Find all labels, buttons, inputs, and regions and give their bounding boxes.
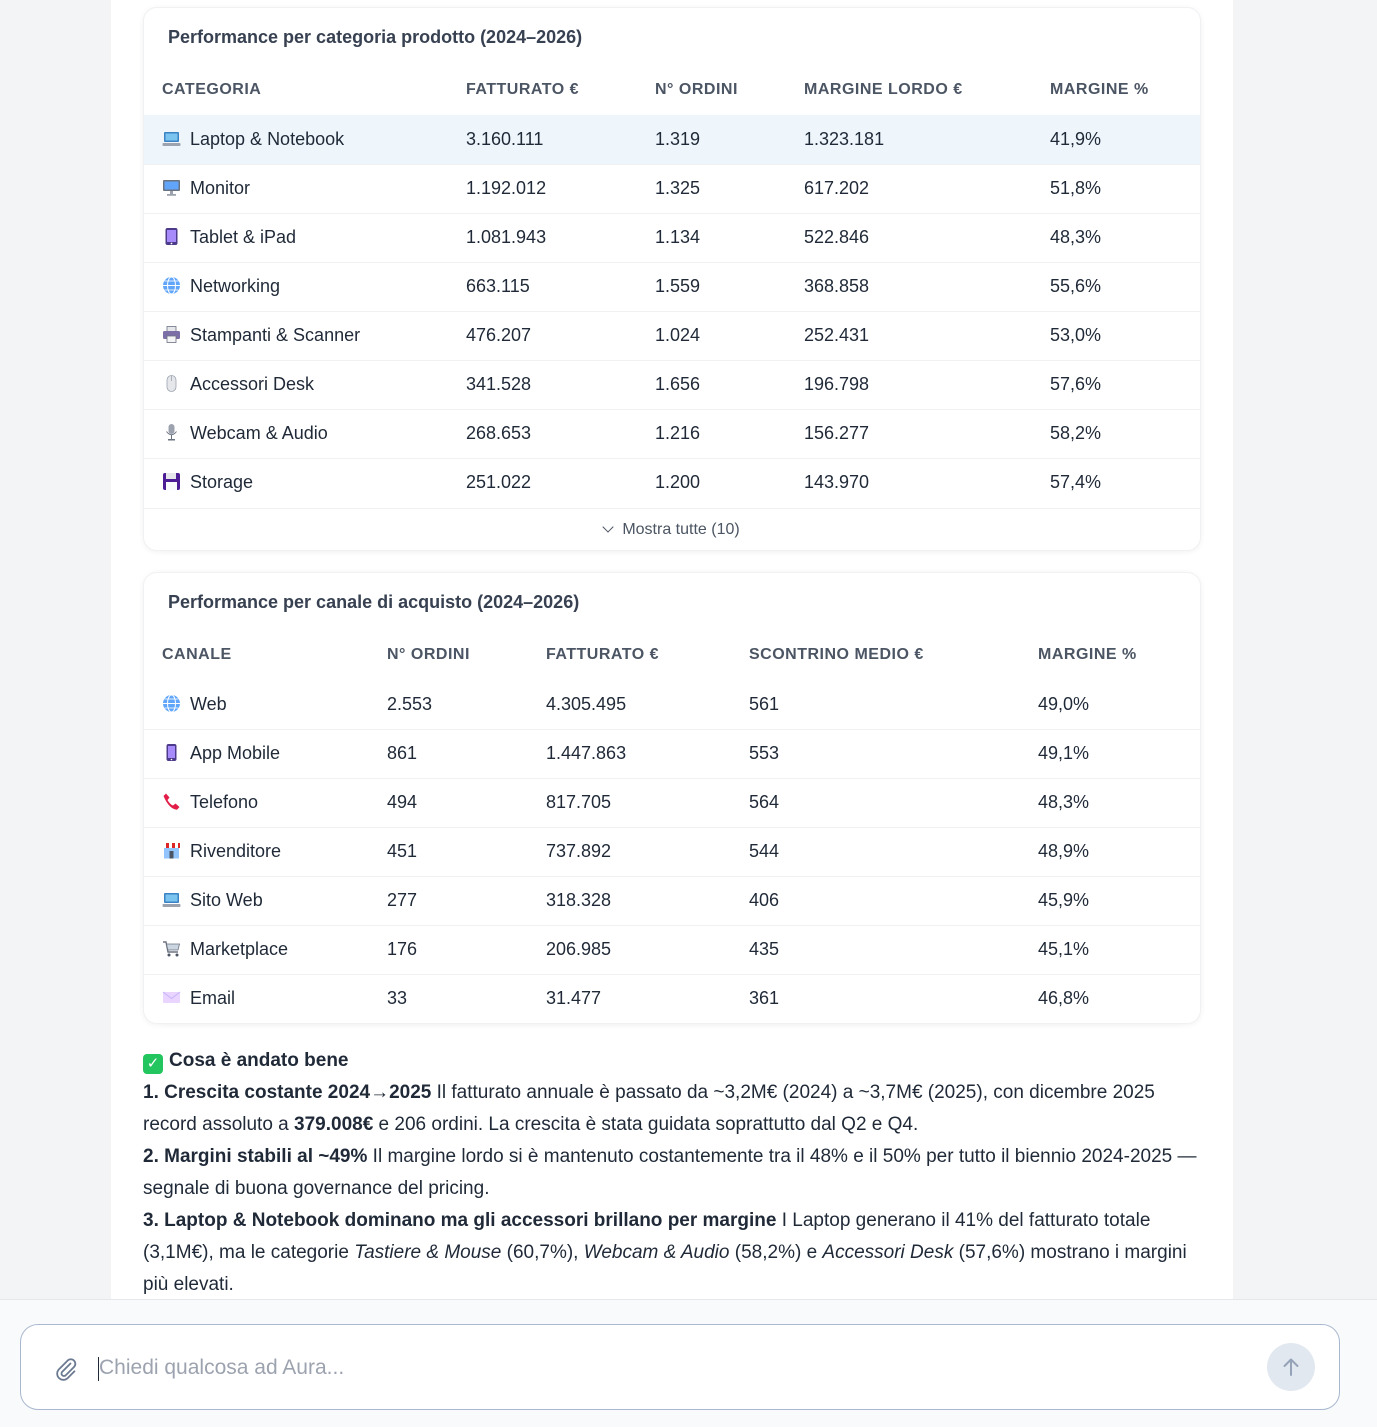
point-text: Il margine lordo si è mantenuto costantemente tra il 48% e il 50% per tutto il biennio 2024-2025 — segnale di buona governance del pricing.: [143, 1146, 1197, 1199]
point-title: 2. Margini stabili al ~49%: [143, 1146, 368, 1167]
category-table: [144, 65, 1200, 507]
table-row[interactable]: [144, 409, 1200, 458]
table-cell: 318.328: [528, 876, 731, 925]
table-cell: 861: [369, 729, 528, 778]
table-cell: 737.892: [528, 827, 731, 876]
show-all-button[interactable]: [144, 508, 1200, 551]
category-name: Monitor: [190, 178, 251, 198]
point-text: (58,2%) e: [729, 1242, 823, 1263]
category-name: Laptop & Notebook: [190, 128, 345, 149]
channel-table-title: Performance per canale di acquisto (2024–2026): [168, 592, 580, 612]
table-cell: 53,0%: [1032, 311, 1200, 360]
check-mark-icon: ✓: [143, 1054, 163, 1074]
table-cell: 4.305.495: [546, 693, 627, 714]
point-emphasis: Webcam & Audio: [583, 1242, 730, 1263]
column-header[interactable]: MARGINE %: [1050, 81, 1149, 98]
table-cell: 55,6%: [1032, 262, 1200, 311]
table-row[interactable]: [144, 827, 1200, 876]
chevron-down-icon: [603, 521, 614, 532]
table-cell: 494: [369, 778, 528, 827]
table-cell: 544: [731, 827, 1020, 876]
point-title: 3. Laptop & Notebook dominano ma gli accessori brillano per margine: [143, 1210, 777, 1231]
table-cell: 48,3%: [1032, 213, 1200, 262]
table-cell: 368.858: [786, 262, 1032, 311]
table-cell: 1.081.943: [448, 213, 637, 262]
point-text: I Laptop generano il 41% del fatturato totale (3,1M€), ma le categorie: [143, 1210, 1151, 1263]
tablet-icon: [162, 227, 181, 246]
table-cell: 451: [369, 827, 528, 876]
table-row[interactable]: [144, 458, 1200, 507]
column-header[interactable]: N° ORDINI: [387, 646, 470, 663]
summary-point-3: [143, 1205, 1203, 1299]
show-all-label: Mostra tutte (10): [622, 521, 740, 538]
table-cell: 361: [731, 974, 1020, 1023]
category-name: Storage: [190, 472, 254, 493]
send-button[interactable]: [1267, 1343, 1315, 1391]
table-cell: 564: [731, 778, 1020, 827]
column-header[interactable]: SCONTRINO MEDIO €: [749, 646, 924, 663]
table-row[interactable]: [144, 311, 1200, 360]
summary-text: [143, 1045, 1203, 1299]
table-row[interactable]: [144, 680, 1200, 729]
table-cell: 268.653: [448, 409, 637, 458]
category-name: Tablet & iPad: [190, 227, 297, 247]
table-cell: 1.323.181: [786, 115, 1032, 164]
chat-message-area: [111, 0, 1233, 1299]
floppy-disk-icon: [162, 472, 181, 491]
laptop-icon: [162, 890, 181, 909]
table-cell: 1.134: [637, 213, 786, 262]
column-header[interactable]: N° ORDINI: [655, 81, 738, 98]
table-cell: 277: [369, 876, 528, 925]
channel-performance-card: [143, 572, 1201, 1024]
point-emphasis: Accessori Desk: [822, 1242, 954, 1263]
channel-table: [144, 630, 1200, 1023]
mouse-icon: [162, 374, 181, 393]
composer-bar: [0, 1299, 1377, 1427]
table-cell: 196.798: [786, 360, 1032, 409]
table-row[interactable]: [144, 213, 1200, 262]
paperclip-icon[interactable]: [54, 1357, 78, 1381]
table-cell: 663.115: [448, 262, 637, 311]
globe-icon: [162, 694, 181, 713]
telephone-icon: [162, 792, 181, 811]
table-row[interactable]: [144, 729, 1200, 778]
table-row[interactable]: [144, 876, 1200, 925]
table-row[interactable]: [144, 360, 1200, 409]
column-header[interactable]: FATTURATO €: [466, 81, 580, 98]
table-cell: 2.553: [387, 693, 433, 714]
category-table-title: Performance per categoria prodotto (2024–2026): [168, 27, 583, 47]
table-cell: 1.656: [637, 360, 786, 409]
table-cell: 522.846: [786, 213, 1032, 262]
table-cell: 561: [749, 693, 780, 714]
store-icon: [162, 841, 181, 860]
laptop-icon: [162, 129, 181, 148]
channel-name: App Mobile: [190, 743, 281, 763]
table-row[interactable]: [144, 164, 1200, 213]
table-cell: 1.192.012: [448, 164, 637, 213]
channel-name: Telefono: [190, 792, 259, 812]
table-cell: 49,1%: [1020, 729, 1200, 778]
table-cell: 3.160.111: [448, 115, 637, 164]
table-cell: 48,3%: [1020, 778, 1200, 827]
channel-name: Web: [190, 693, 227, 714]
table-cell: 553: [731, 729, 1020, 778]
category-name: Accessori Desk: [190, 374, 315, 394]
table-cell: 49,0%: [1038, 693, 1090, 714]
column-header[interactable]: MARGINE LORDO €: [804, 81, 963, 98]
table-cell: 57,6%: [1032, 360, 1200, 409]
table-cell: 57,4%: [1032, 458, 1200, 507]
channel-name: Rivenditore: [190, 841, 282, 861]
microphone-icon: [162, 423, 181, 442]
table-row[interactable]: [144, 925, 1200, 974]
table-cell: 206.985: [528, 925, 731, 974]
table-cell: 435: [731, 925, 1020, 974]
table-cell: 45,1%: [1020, 925, 1200, 974]
channel-name: Email: [190, 988, 236, 1009]
summary-point-1: [143, 1077, 1203, 1141]
column-header[interactable]: MARGINE %: [1038, 646, 1137, 663]
point-highlight: 379.008€: [294, 1114, 374, 1135]
table-cell: 252.431: [786, 311, 1032, 360]
table-row[interactable]: [144, 262, 1200, 311]
table-cell: 617.202: [786, 164, 1032, 213]
table-cell: 1.024: [637, 311, 786, 360]
column-header[interactable]: CANALE: [162, 646, 232, 663]
table-cell: 1.216: [637, 409, 786, 458]
table-cell: 1.200: [637, 458, 786, 507]
table-cell: 31.477: [528, 974, 731, 1023]
table-cell: 176: [369, 925, 528, 974]
table-cell: 1.325: [637, 164, 786, 213]
chat-input-placeholder[interactable]: Chiedi qualcosa ad Aura...: [99, 1356, 345, 1379]
table-cell: 45,9%: [1020, 876, 1200, 925]
envelope-icon: [162, 988, 181, 1007]
point-text: (60,7%),: [501, 1242, 584, 1263]
category-name: Webcam & Audio: [190, 423, 328, 443]
chat-input-box[interactable]: [20, 1324, 1340, 1410]
point-emphasis: Tastiere & Mouse: [354, 1242, 502, 1263]
channel-name: Sito Web: [190, 890, 263, 910]
mobile-phone-icon: [162, 743, 181, 762]
table-cell: 58,2%: [1032, 409, 1200, 458]
point-text: e 206 ordini. La crescita è stata guidata soprattutto dal Q2 e Q4.: [373, 1114, 919, 1135]
table-cell: 33: [369, 974, 528, 1023]
summary-heading-label: Cosa è andato bene: [169, 1050, 349, 1071]
table-cell: 156.277: [786, 409, 1032, 458]
point-text: Il fatturato annuale è passato da ~3,2M€ (2024) a ~3,7M€ (2025), con dicembre 2025 record assoluto a: [143, 1082, 1155, 1135]
point-text: (57,6%) mostrano i margini più elevati.: [143, 1242, 1187, 1295]
globe-icon: [162, 276, 181, 295]
monitor-icon: [162, 178, 181, 197]
table-row[interactable]: [144, 974, 1200, 1023]
table-cell: 341.528: [448, 360, 637, 409]
table-cell: 817.705: [528, 778, 731, 827]
column-header[interactable]: CATEGORIA: [162, 81, 262, 98]
shopping-cart-icon: [162, 939, 181, 958]
table-cell: 476.207: [448, 311, 637, 360]
printer-icon: [162, 325, 181, 344]
category-name: Networking: [190, 276, 281, 296]
category-name: Stampanti & Scanner: [190, 325, 361, 345]
point-title: 1. Crescita costante 2024→2025: [143, 1082, 432, 1103]
table-cell: 41,9%: [1032, 115, 1200, 164]
table-cell: 48,9%: [1020, 827, 1200, 876]
summary-heading: [143, 1045, 1203, 1077]
table-cell: 251.022: [448, 458, 637, 507]
category-performance-card: [143, 7, 1201, 551]
channel-name: Marketplace: [190, 939, 289, 959]
summary-point-2: [143, 1141, 1203, 1205]
table-cell: 143.970: [786, 458, 1032, 507]
table-cell: 51,8%: [1032, 164, 1200, 213]
table-cell: 406: [731, 876, 1020, 925]
arrow-up-icon: [1267, 1343, 1315, 1391]
table-cell: 1.447.863: [528, 729, 731, 778]
column-header[interactable]: FATTURATO €: [546, 646, 660, 663]
table-row[interactable]: [144, 778, 1200, 827]
table-row[interactable]: [144, 115, 1200, 164]
table-cell: 1.319: [637, 115, 786, 164]
table-cell: 1.559: [637, 262, 786, 311]
table-cell: 46,8%: [1020, 974, 1200, 1023]
